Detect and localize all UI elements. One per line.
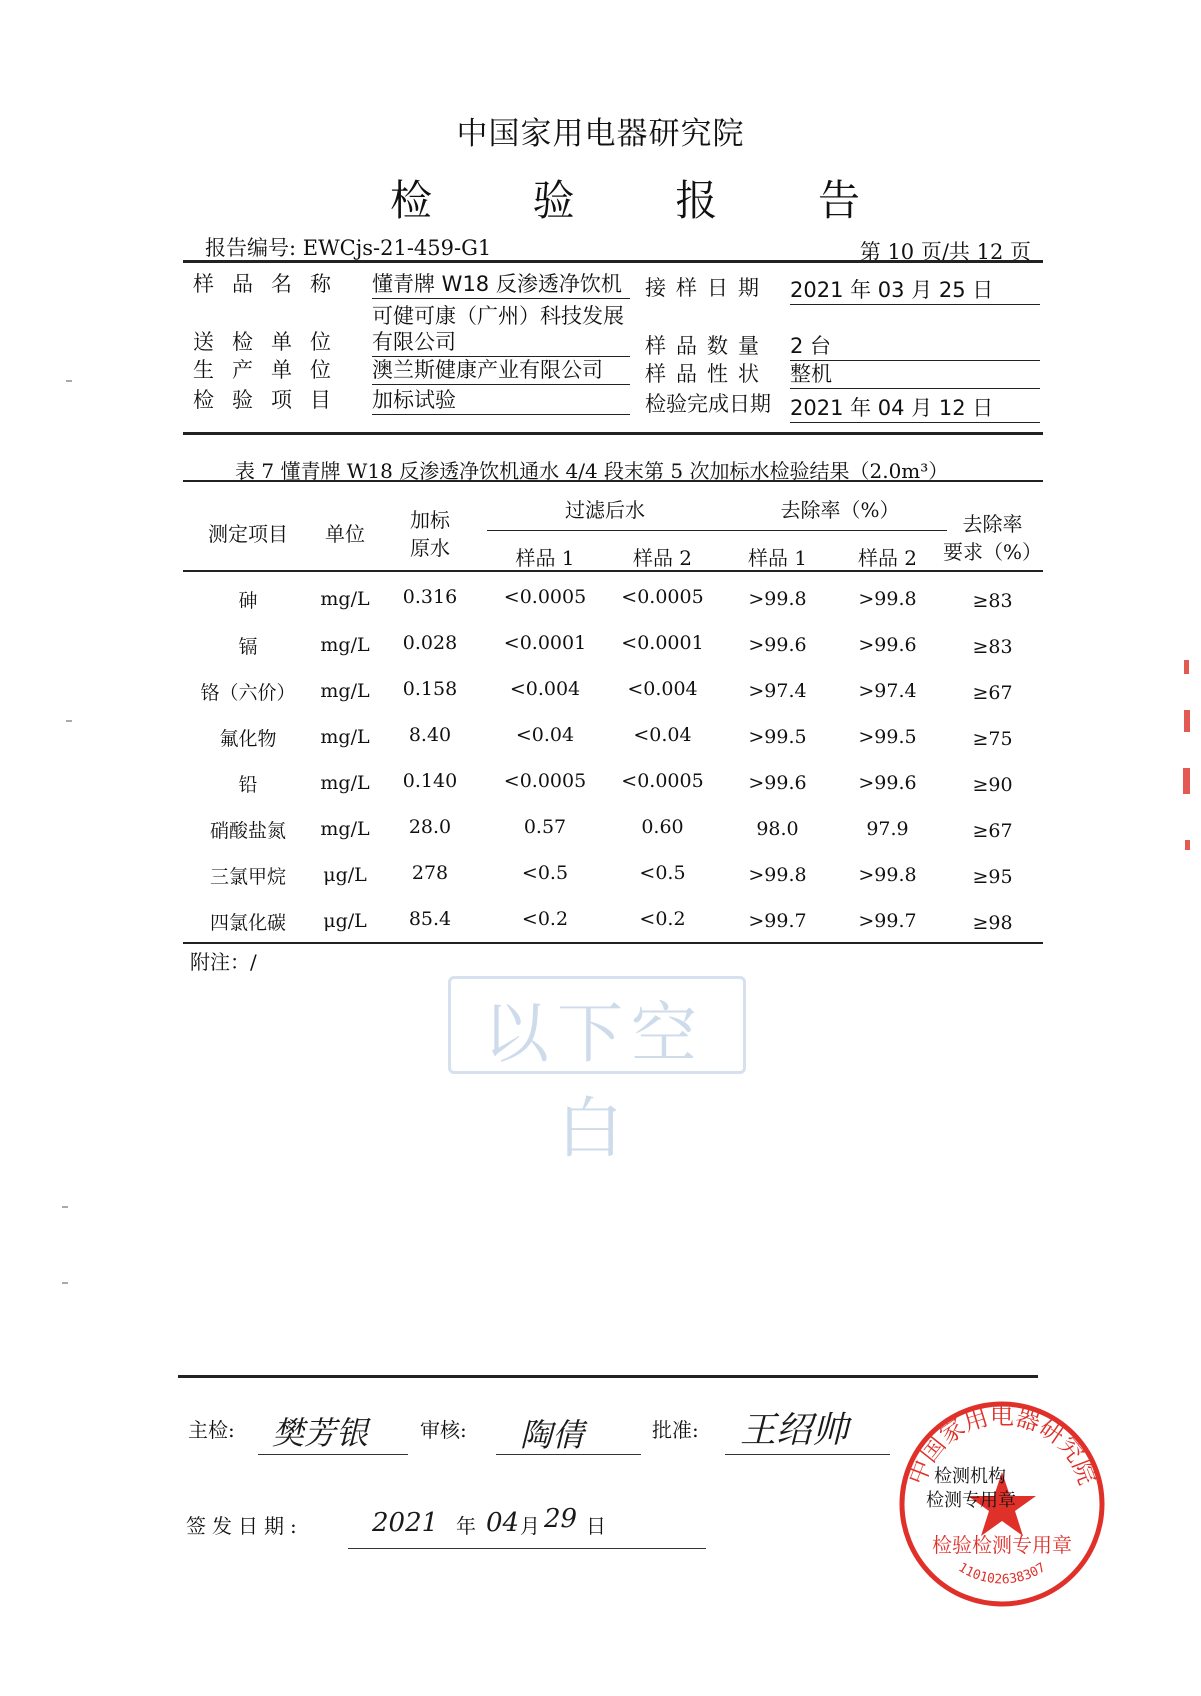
finish-date-value: 2021 年 04 月 12 日	[790, 392, 1040, 423]
table-row	[183, 582, 1043, 628]
row-unit: μg/L	[323, 864, 367, 886]
inspector-signature: 樊芳银	[272, 1414, 369, 1452]
title-char: 报	[675, 176, 718, 225]
row-r1: >99.7	[748, 910, 807, 932]
quantity-label: 样品数量	[645, 334, 769, 358]
table-row	[183, 720, 1043, 766]
row-name: 铬（六价）	[200, 682, 296, 704]
row-req: ≥83	[972, 636, 1013, 658]
table-note: 附注：/	[190, 950, 257, 974]
row-f2: <0.0005	[621, 770, 704, 792]
seal-overlay-line2: 检测专用章	[926, 1490, 1016, 1511]
row-r2: >99.6	[858, 634, 917, 656]
header-removal-s2: 样品 2	[857, 546, 918, 570]
title-char: 告	[817, 176, 860, 225]
title-char: 验	[532, 176, 575, 225]
scan-speck	[62, 1206, 68, 1208]
row-r2: >99.5	[858, 726, 917, 748]
row-raw: 278	[411, 862, 449, 884]
row-name: 硝酸盐氮	[209, 820, 286, 842]
sender-value-line2: 有限公司	[372, 326, 630, 357]
issue-day-unit: 日	[586, 1514, 606, 1538]
row-unit: mg/L	[320, 772, 370, 794]
row-r2: 97.9	[866, 818, 909, 840]
reviewer-signature: 陶倩	[520, 1416, 585, 1454]
item-label: 检验项目	[193, 388, 349, 412]
header-unit: 单位	[325, 522, 365, 546]
issue-day: 29	[544, 1504, 578, 1534]
report-title	[390, 168, 860, 228]
sample-name-label: 样品名称	[193, 272, 349, 296]
row-unit: mg/L	[320, 588, 370, 610]
row-r1: >99.8	[748, 864, 807, 886]
table-row	[183, 628, 1043, 674]
quantity-value: 2 台	[790, 330, 1040, 361]
table-caption: 表 7 懂青牌 W18 反渗透净饮机通水 4/4 段末第 5 次加标水检验结果（2.0m³）	[235, 459, 949, 483]
sample-name-value: 懂青牌 W18 反渗透净饮机	[372, 268, 630, 299]
header-subrule	[487, 530, 947, 531]
row-unit: mg/L	[320, 634, 370, 656]
row-raw: 8.40	[408, 724, 452, 746]
receive-date-value: 2021 年 03 月 25 日	[790, 274, 1040, 305]
producer-value: 澳兰斯健康产业有限公司	[372, 354, 630, 385]
row-raw: 0.316	[402, 586, 458, 608]
row-r1: >99.6	[748, 772, 807, 794]
row-f1: <0.0001	[503, 632, 587, 654]
row-req: ≥98	[972, 912, 1013, 934]
header-filtered-s2: 样品 2	[632, 546, 693, 570]
row-unit: mg/L	[320, 818, 370, 840]
row-f2: <0.0005	[621, 586, 704, 608]
row-raw: 0.158	[402, 678, 458, 700]
table-top-rule	[183, 480, 1043, 482]
state-label: 样品性状	[645, 362, 769, 386]
row-f1: <0.004	[509, 678, 581, 700]
row-f2: <0.0001	[621, 632, 704, 654]
report-number: 报告编号: EWCjs-21-459-G1	[205, 236, 492, 260]
receive-date-label: 接样日期	[645, 276, 769, 300]
item-value: 加标试验	[372, 384, 630, 415]
header-raw-2: 原水	[410, 536, 450, 560]
inspector-line	[258, 1454, 408, 1455]
row-r2: >99.8	[858, 864, 917, 886]
inspector-label: 主检:	[188, 1418, 235, 1442]
row-name: 砷	[238, 590, 258, 612]
scan-speck	[66, 380, 72, 382]
header-raw-1: 加标	[410, 508, 450, 532]
row-name: 三氯甲烷	[209, 866, 286, 888]
producer-label: 生产单位	[193, 358, 349, 382]
row-r1: >99.8	[748, 588, 807, 610]
row-unit: mg/L	[320, 680, 370, 702]
title-char: 检	[390, 176, 433, 225]
row-f1: <0.0005	[503, 586, 587, 608]
row-name: 四氯化碳	[209, 912, 286, 934]
row-name: 镉	[238, 636, 258, 658]
row-r1: >99.5	[748, 726, 807, 748]
row-f1: <0.2	[521, 908, 569, 930]
scan-speck	[62, 1282, 68, 1284]
table-row	[183, 674, 1043, 720]
row-r2: >99.6	[858, 772, 917, 794]
header-removal-s1: 样品 1	[747, 546, 808, 570]
row-req: ≥75	[972, 728, 1013, 750]
issue-date-line	[348, 1548, 706, 1549]
row-raw: 0.028	[402, 632, 458, 654]
row-unit: μg/L	[323, 910, 367, 932]
row-name: 铅	[238, 774, 258, 796]
header-bottom-rule	[183, 570, 1043, 572]
row-f2: 0.60	[641, 816, 684, 838]
table-row	[183, 812, 1043, 858]
table-row	[183, 858, 1043, 904]
row-f1: 0.57	[523, 816, 567, 838]
info-rule	[183, 432, 1043, 435]
row-raw: 0.140	[402, 770, 458, 792]
row-raw: 28.0	[408, 816, 452, 838]
page-info: 第 10 页/共 12 页	[859, 240, 1031, 264]
row-r2: >97.4	[858, 680, 917, 702]
issue-date-label: 签发日期:	[186, 1514, 303, 1538]
row-r2: >99.7	[858, 910, 917, 932]
margin-seal-fragment	[1182, 660, 1192, 860]
row-req: ≥90	[972, 774, 1013, 796]
row-f2: <0.2	[639, 908, 686, 930]
row-req: ≥67	[972, 820, 1013, 842]
header-removal: 去除率（%）	[780, 498, 900, 522]
row-f2: <0.5	[639, 862, 686, 884]
row-f1: <0.5	[521, 862, 569, 884]
header-item: 测定项目	[208, 522, 288, 546]
row-name: 氟化物	[219, 728, 277, 750]
state-value: 整机	[790, 358, 1040, 389]
scan-speck	[66, 720, 72, 722]
row-req: ≥83	[972, 590, 1013, 612]
blank-stamp: 以下空白	[483, 995, 705, 1167]
seal-code: 110102638307	[955, 1560, 1049, 1588]
row-f2: <0.004	[627, 678, 698, 700]
row-req: ≥95	[972, 866, 1013, 888]
footer-rule	[178, 1375, 1038, 1378]
approver-line	[725, 1454, 890, 1455]
sender-label: 送检单位	[193, 330, 349, 354]
reviewer-line	[496, 1454, 641, 1455]
issue-year: 2021	[372, 1508, 439, 1538]
approver-label: 批准:	[652, 1418, 699, 1442]
table-row	[183, 766, 1043, 812]
seal-bottom-text: 检验检测专用章	[932, 1533, 1072, 1557]
organization-name: 中国家用电器研究院	[456, 116, 745, 152]
issue-year-unit: 年	[456, 1514, 476, 1538]
row-r1: >99.6	[748, 634, 807, 656]
approver-signature: 王绍帅	[740, 1410, 849, 1451]
table-bottom-rule	[183, 942, 1043, 944]
row-r2: >99.8	[858, 588, 917, 610]
finish-date-label: 检验完成日期	[645, 392, 771, 416]
row-f1: <0.04	[515, 724, 575, 746]
row-f1: <0.0005	[503, 770, 587, 792]
header-filtered: 过滤后水	[565, 498, 645, 522]
sender-value-line1: 可健可康（广州）科技发展	[372, 304, 624, 328]
header-req-2: 要求（%）	[942, 540, 1042, 564]
row-req: ≥67	[972, 682, 1013, 704]
row-r1: >97.4	[748, 680, 807, 702]
row-raw: 85.4	[408, 908, 452, 930]
seal-top-text: 中国家用电器研究院	[902, 1402, 1102, 1489]
header-rule	[183, 260, 1043, 263]
row-f2: <0.04	[633, 724, 692, 746]
issue-month-unit: 月	[520, 1514, 540, 1538]
header-req-1: 去除率	[962, 512, 1023, 536]
reviewer-label: 审核:	[420, 1418, 467, 1442]
row-unit: mg/L	[320, 726, 370, 748]
row-r1: 98.0	[756, 818, 799, 840]
issue-month: 04	[486, 1508, 520, 1538]
header-filtered-s1: 样品 1	[515, 546, 575, 570]
seal-overlay-line1: 检测机构	[934, 1466, 1006, 1487]
